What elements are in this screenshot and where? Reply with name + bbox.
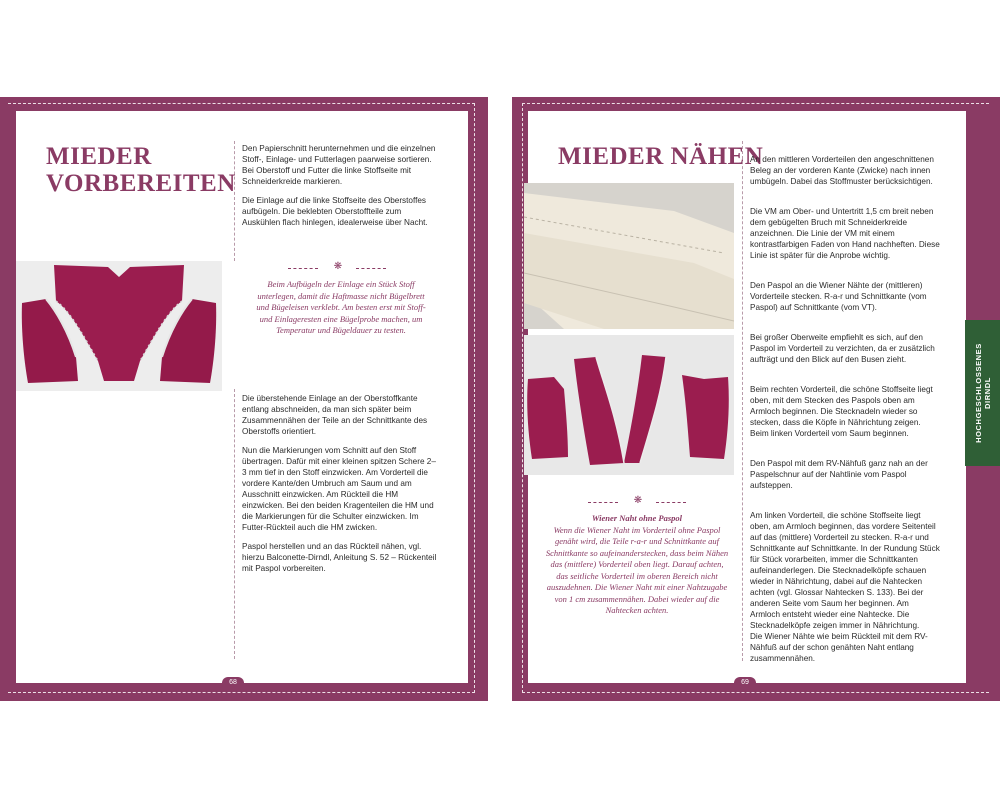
flower-ornament-icon: ❋ (333, 261, 343, 272)
paragraph: Den Paspol mit dem RV-Nähfuß ganz nah an der Paspelschnur auf der Nahtlinie vom Paspol aufsteppen. (750, 459, 928, 490)
right-tip-text: Wenn die Wiener Naht im Vorderteil ohne Paspol genäht wird, die Teile r-a-r und Schnittkante auf Schnittkante so aufeinanderstecken, dass beim Nähen das (mittlere) Vorderteil oben liegt. Darauf achten, das seitliche Vorderteil im oberen Bereich nicht auszudehnen. Die Wiener Naht mit einer Nahtzugabe von 1 cm zusammennähen. Dabei wieder auf die Nahtecken achten. (545, 524, 729, 615)
book-spread (0, 97, 1000, 701)
paragraph: Die VM am Ober- und Untertritt 1,5 cm breit neben dem gebügelten Bruch mit Schneiderkreide anzeichnen. Die Linie der VM mit einem kontrastfarbigen Faden von Hand nachheften. Diese Linie ist später für die Anprobe wichtig. (750, 207, 940, 260)
ornament-dash-left (588, 502, 618, 503)
paragraph: An den mittleren Vorderteilen den angeschnittenen Beleg an der vorderen Kante (Zwicke) nach innen umbügeln. Dabei das Stoffmuster berücksichtigen. (750, 155, 934, 186)
left-outer-piece (527, 377, 568, 459)
right-page-title: MIEDER NÄHEN (558, 143, 764, 170)
ornament-dash-right (656, 502, 686, 503)
right-page (528, 111, 966, 683)
paragraph: Den Paspol an die Wiener Nähte der (mittleren) Vorderteile stecken. R-a-r und Schnittkante (vom Paspol) auf Schnittkante (vom VT). (750, 281, 927, 312)
right-tip-title: Wiener Naht ohne Paspol (591, 513, 683, 523)
ornament-divider (288, 263, 388, 273)
left-text-column-bottom (242, 393, 438, 582)
ornament-dash-left (288, 268, 318, 269)
flower-ornament-icon: ❋ (633, 495, 643, 506)
paragraph: Beim rechten Vorderteil, die schöne Stoffseite liegt oben, mit dem Stecken des Paspols oben am Armloch beginnen. Die Stecknadeln wieder so stecken, dass die Köpfe in Nährichtung zeigen. Beim linken Vorderteil vom Saum beginnen. (750, 385, 933, 438)
beige-fabric-photo (524, 183, 734, 329)
paragraph: Bei großer Oberweite empfiehlt es sich, auf den Paspol im Vorderteil zu verzichten, da er zusätzlich aufträgt und den Blick auf den Busen zieht. (750, 333, 935, 364)
chapter-tab-line1: HOCHGESCHLOSSENES (973, 343, 983, 443)
chapter-tab-line2: DIRNDL (982, 377, 992, 409)
paragraph: Den Papierschnitt herunternehmen und die einzelnen Stoff-, Einlage- und Futterlagen paarweise sortieren. Bei Oberstoff und Futter die linke Stoffseite mit Schneiderkreide markieren. (242, 144, 436, 186)
left-column-divider-bottom (234, 389, 235, 659)
paragraph: Die überstehende Einlage an der Oberstoffkante entlang abschneiden, da man sich später beim Zusammennähen der Teile an der Schnittkante des Oberstoffs orientiert. (242, 394, 428, 436)
ornament-dash-right (356, 268, 386, 269)
paragraph: Paspol herstellen und an das Rückteil nähen, vgl. hierzu Balconette-Dirndl, Anleitung S. 52 – Rückenteil mit Paspol vorbereiten. (242, 542, 437, 573)
right-column-divider (742, 141, 743, 661)
right-tip-quote (544, 513, 730, 617)
paragraph: Nun die Markierungen vom Schnitt auf den Stoff übertragen. Dafür mit einer kleinen spitzen Schere 2–3 mm tief in den Stoff einzwicken. Am Vorderteil die vordere Kante/den Umbruch am Saum und am Ausschnitt einzwicken. Am Rückteil die HM einzwicken. Bei den beiden Kragenteilen die HM und die Markierungen für die Schulter einzwicken. Im Futter-Rückteil auch die HM zwicken. (242, 446, 436, 532)
left-column-divider (234, 141, 235, 261)
right-text-column (750, 143, 940, 683)
left-text-column-top (242, 143, 438, 236)
left-page-title (46, 143, 236, 197)
red-bodice-pieces-photo (524, 335, 734, 475)
paragraph: Die Einlage auf die linke Stoffseite des Oberstoffes aufbügeln. Die beklebten Oberstoffteile zum Auskühlen flach hinlegen, idealerweise über Nacht. (242, 196, 428, 227)
chapter-tab-label (974, 343, 992, 443)
bodice-pieces-photo (16, 261, 222, 391)
chapter-tab (965, 320, 1000, 466)
left-title-line1: MIEDER (46, 143, 152, 170)
left-page (16, 111, 468, 683)
right-page-number: 69 (734, 677, 756, 689)
left-title-line2: VORBEREITEN (46, 170, 236, 197)
left-page-number: 68 (222, 677, 244, 689)
ornament-divider (588, 497, 688, 507)
paragraph: Am linken Vorderteil, die schöne Stoffseite liegt oben, am Armloch beginnen, das vordere Seitenteil auf das (mittlere) Vorderteil zu stecken. R-a-r und Schnittkante auf Schnittkante. In der Rundung Stück für Stück vorarbeiten, immer die Schnittkanten aufeinanderlegen. Die Stecknadelköpfe schauen wieder in Nährichtung, dabei auf die Nahtecken achten (vgl. Glossar Nahtecken S. 133). Bei der anderen Seite vom Saum her beginnen. Am Armloch entsteht wieder eine Nahtecke. Die Stecknadelköpfe zeigen immer in Nährichtung. Die Wiener Nähte wie beim Rückteil mit dem RV-Nähfuß auf der schon genähten Naht entlang zusammennähen. (750, 511, 940, 663)
left-tip-quote: Beim Aufbügeln der Einlage ein Stück Stoff unterlegen, damit die Haftmasse nicht Bügelbrett und Bügeleisen verklebt. Am besten erst mit Stoff- und Einlageresten eine Bügelprobe machen, um Temperatur und Bügeldauer zu testen. (256, 279, 426, 335)
